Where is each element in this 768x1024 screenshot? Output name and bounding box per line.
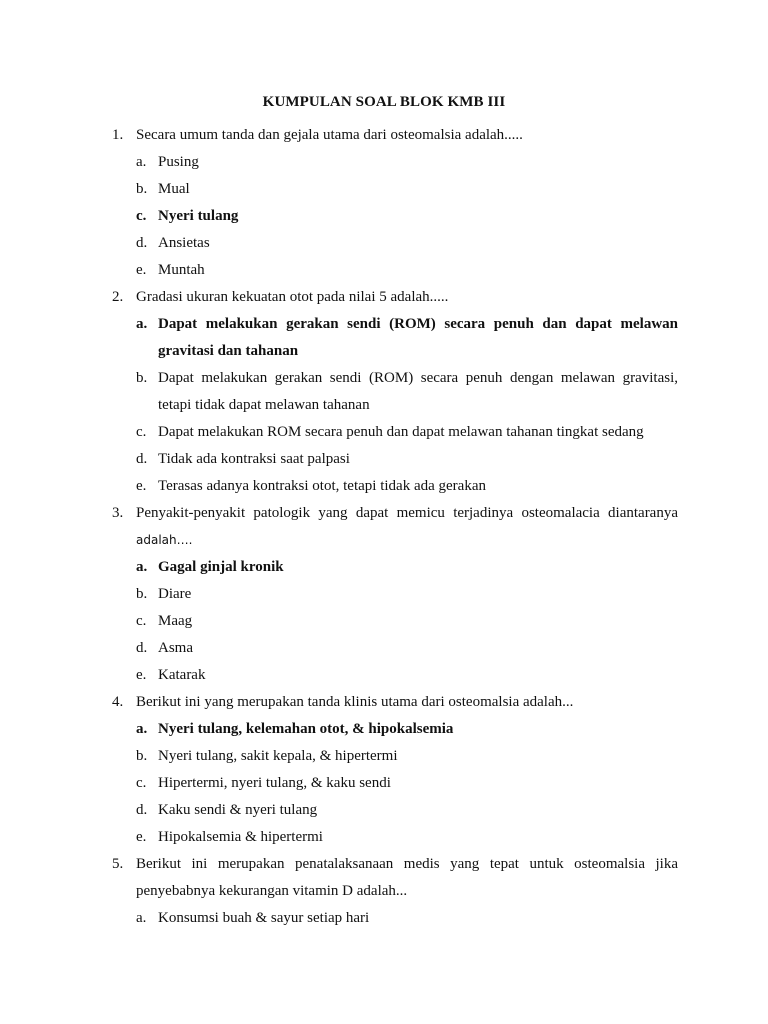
option-text: Dapat melakukan gerakan sendi (ROM) secara penuh dan dapat melawan gravitasi dan tahanan (158, 316, 678, 359)
option-letter: d. (136, 451, 148, 467)
option-text: Muntah (158, 262, 205, 278)
answer-option (136, 797, 678, 824)
option-text: Nyeri tulang (158, 208, 239, 224)
option-list (136, 149, 678, 284)
answer-option-correct (136, 203, 678, 230)
option-letter: b. (136, 586, 148, 602)
option-letter: a. (136, 721, 148, 737)
question-text (136, 284, 678, 311)
answer-option (136, 635, 678, 662)
answer-option (136, 608, 678, 635)
question-item (112, 284, 678, 500)
question-text-suffix: adalah…. (136, 533, 193, 547)
question-text-main: Gradasi ukuran kekuatan otot pada nilai 5 adalah..... (136, 289, 449, 305)
option-text: Asma (158, 640, 193, 656)
option-text: Nyeri tulang, sakit kepala, & hipertermi (158, 748, 398, 764)
question-item (112, 122, 678, 284)
answer-option (136, 365, 678, 419)
option-letter: a. (136, 559, 148, 575)
question-text (136, 689, 678, 716)
option-letter: a. (136, 910, 147, 926)
question-text-main: Berikut ini merupakan penatalaksanaan medis yang tepat untuk osteomalsia jika penyebabnya kekurangan vitamin D adalah... (136, 856, 678, 899)
answer-option (136, 149, 678, 176)
option-list (136, 311, 678, 500)
option-letter: d. (136, 802, 148, 818)
option-text: Mual (158, 181, 190, 197)
option-letter: e. (136, 478, 147, 494)
answer-option (136, 176, 678, 203)
option-letter: a. (136, 154, 147, 170)
question-number: 5. (112, 856, 124, 872)
option-text: Nyeri tulang, kelemahan otot, & hipokalsemia (158, 721, 454, 737)
option-list (136, 554, 678, 689)
question-number: 2. (112, 289, 124, 305)
option-letter: b. (136, 370, 148, 386)
option-text: Gagal ginjal kronik (158, 559, 284, 575)
answer-option (136, 419, 678, 446)
question-number: 4. (112, 694, 124, 710)
answer-option (136, 581, 678, 608)
question-item (112, 689, 678, 851)
answer-option (136, 824, 678, 851)
question-item (112, 851, 678, 932)
answer-option (136, 446, 678, 473)
option-text: Pusing (158, 154, 199, 170)
document-title: KUMPULAN SOAL BLOK KMB III (262, 94, 506, 110)
option-letter: e. (136, 262, 147, 278)
option-letter: b. (136, 748, 148, 764)
option-letter: c. (136, 613, 147, 629)
answer-option (136, 905, 678, 932)
option-letter: c. (136, 775, 147, 791)
question-text (136, 122, 678, 149)
answer-option (136, 257, 678, 284)
question-number: 3. (112, 505, 124, 521)
answer-option-correct (136, 716, 678, 743)
option-letter: b. (136, 181, 148, 197)
option-letter: c. (136, 208, 147, 224)
option-letter: a. (136, 316, 148, 332)
answer-option (136, 230, 678, 257)
option-text: Katarak (158, 667, 206, 683)
option-letter: e. (136, 667, 147, 683)
answer-option-correct (136, 311, 678, 365)
question-text-main: Secara umum tanda dan gejala utama dari osteomalsia adalah..... (136, 127, 523, 143)
option-text: Ansietas (158, 235, 210, 251)
answer-option (136, 662, 678, 689)
option-letter: d. (136, 640, 148, 656)
question-text (136, 500, 678, 554)
question-text (136, 851, 678, 905)
option-text: Terasas adanya kontraksi otot, tetapi tidak ada gerakan (158, 478, 486, 494)
question-text-main: Penyakit-penyakit patologik yang dapat memicu terjadinya osteomalacia diantaranya (136, 505, 678, 521)
question-number: 1. (112, 127, 124, 143)
option-text: Konsumsi buah & sayur setiap hari (158, 910, 370, 926)
option-text: Tidak ada kontraksi saat palpasi (158, 451, 350, 467)
option-list (136, 716, 678, 851)
option-text: Dapat melakukan gerakan sendi (ROM) secara penuh dengan melawan gravitasi, tetapi tidak dapat melawan tahanan (158, 370, 678, 413)
option-text: Hipertermi, nyeri tulang, & kaku sendi (158, 775, 391, 791)
option-letter: e. (136, 829, 147, 845)
option-text: Kaku sendi & nyeri tulang (158, 802, 318, 818)
option-text: Dapat melakukan ROM secara penuh dan dapat melawan tahanan tingkat sedang (158, 424, 644, 440)
option-letter: c. (136, 424, 147, 440)
option-text: Diare (158, 586, 192, 602)
option-list (136, 905, 678, 932)
option-letter: d. (136, 235, 148, 251)
answer-option (136, 743, 678, 770)
answer-option (136, 473, 678, 500)
answer-option-correct (136, 554, 678, 581)
option-text: Hipokalsemia & hipertermi (158, 829, 323, 845)
question-text-main: Berikut ini yang merupakan tanda klinis utama dari osteomalsia adalah... (136, 694, 574, 710)
answer-option (136, 770, 678, 797)
option-text: Maag (158, 613, 193, 629)
question-list (112, 122, 678, 932)
question-item (112, 500, 678, 689)
